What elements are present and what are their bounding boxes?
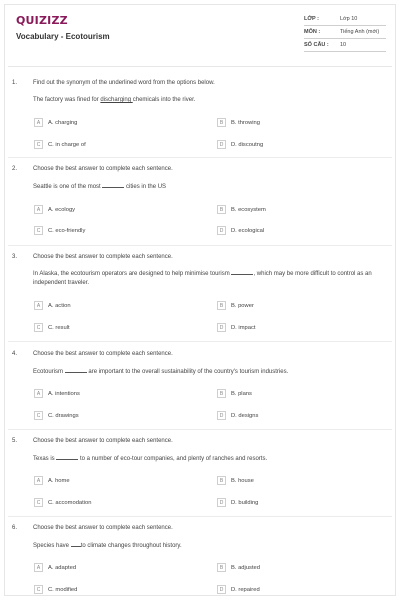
option-letter-box: C xyxy=(34,323,43,332)
option-letter-box: B xyxy=(217,118,226,127)
option-b[interactable] xyxy=(217,205,266,214)
question-prompt: Choose the best answer to complete each sentence. xyxy=(33,351,173,357)
meta-subject-label: MÔN : xyxy=(304,29,321,35)
option-text: D. discoutng xyxy=(231,141,264,148)
meta-count-value: 10 xyxy=(340,42,347,48)
answer-blank xyxy=(231,269,253,275)
option-d[interactable] xyxy=(217,498,258,507)
option-letter-box: A xyxy=(34,476,43,485)
option-text: B. house xyxy=(231,477,254,484)
option-a[interactable] xyxy=(34,205,75,214)
option-letter-box: D xyxy=(217,140,226,149)
option-letter-box: C xyxy=(34,140,43,149)
option-c[interactable] xyxy=(34,226,85,235)
question-sentence xyxy=(33,541,388,551)
meta-subject-value: Tiếng Anh (mới) xyxy=(340,29,380,35)
answer-blank xyxy=(65,367,87,373)
option-text: A. adapted xyxy=(48,564,77,571)
option-text: D. designs xyxy=(231,412,259,419)
option-d[interactable] xyxy=(217,140,263,149)
option-a[interactable] xyxy=(34,476,70,485)
answer-blank xyxy=(102,182,124,188)
option-letter-box: B xyxy=(217,476,226,485)
meta-class-value: Lớp 10 xyxy=(340,16,358,22)
option-letter-box: C xyxy=(34,498,43,507)
option-b[interactable] xyxy=(217,389,252,398)
option-c[interactable] xyxy=(34,498,92,507)
worksheet-title: Vocabulary - Ecotourism xyxy=(16,32,110,41)
question-number: 5. xyxy=(12,438,18,444)
option-letter-box: B xyxy=(217,389,226,398)
option-letter-box: D xyxy=(217,585,226,594)
option-b[interactable] xyxy=(217,118,260,127)
question-sentence xyxy=(33,96,388,105)
option-letter-box: A xyxy=(34,301,43,310)
question-divider xyxy=(8,429,392,430)
meta-subject-row xyxy=(304,26,386,39)
option-text: B. power xyxy=(231,302,254,309)
question-divider xyxy=(8,341,392,342)
option-letter-box: A xyxy=(34,205,43,214)
option-a[interactable] xyxy=(34,301,71,310)
worksheet-meta xyxy=(304,13,386,52)
meta-class-label: LỚP : xyxy=(304,16,319,22)
option-text: A. ecology xyxy=(48,206,76,213)
option-text: C. accomodation xyxy=(48,499,92,506)
option-letter-box: A xyxy=(34,118,43,127)
sentence-part: chemicals into the river. xyxy=(132,97,196,103)
option-c[interactable] xyxy=(34,411,79,420)
question-prompt: Choose the best answer to complete each sentence. xyxy=(33,438,173,444)
question-number: 1. xyxy=(12,80,18,86)
question-sentence xyxy=(33,454,388,464)
option-text: D. impact xyxy=(231,324,256,331)
option-text: D. repaired xyxy=(231,586,260,593)
sentence-part: Seattle is one of the most xyxy=(33,184,103,190)
question-prompt: Choose the best answer to complete each sentence. xyxy=(33,525,173,531)
option-letter-box: A xyxy=(34,563,43,572)
sentence-part: The factory was fined for xyxy=(33,97,101,103)
question-divider xyxy=(8,516,392,517)
option-a[interactable] xyxy=(34,118,77,127)
question-sentence xyxy=(33,269,388,288)
option-c[interactable] xyxy=(34,323,70,332)
page-frame xyxy=(4,4,396,596)
underlined-word: discharging xyxy=(100,97,133,103)
option-letter-box: A xyxy=(34,389,43,398)
meta-count-label: SỐ CÂU : xyxy=(304,42,329,48)
sentence-part: cities in the US xyxy=(124,184,167,190)
option-d[interactable] xyxy=(217,411,258,420)
option-c[interactable] xyxy=(34,140,86,149)
option-text: C. eco-friendly xyxy=(48,227,86,234)
sentence-part: Texas is xyxy=(33,456,57,462)
option-letter-box: D xyxy=(217,498,226,507)
option-text: B. adjusted xyxy=(231,564,261,571)
sentence-part: are important to the overall sustainability of the country's tourism industries. xyxy=(86,369,289,375)
question-number: 6. xyxy=(12,525,18,531)
sentence-part: Species have xyxy=(33,543,71,549)
option-a[interactable] xyxy=(34,389,80,398)
question-divider xyxy=(8,245,392,246)
question-prompt: Find out the synonym of the underlined word from the options below. xyxy=(33,80,215,86)
sentence-part: In Alaska, the ecotourism operators are designed to help minimise tourism xyxy=(33,271,232,277)
header-divider xyxy=(8,66,392,67)
option-text: B. throwing xyxy=(231,119,260,126)
meta-count-row xyxy=(304,39,386,52)
option-text: B. plans xyxy=(231,390,252,397)
question-number: 4. xyxy=(12,351,18,357)
option-letter-box: B xyxy=(217,205,226,214)
option-text: A. action xyxy=(48,302,71,309)
sentence-part: to a number of eco-tour companies, and plenty of ranches and resorts. xyxy=(78,456,268,462)
quizizz-logo: QUIZIZZ xyxy=(16,14,68,27)
option-d[interactable] xyxy=(217,585,260,594)
sentence-part: to climate changes throughout history. xyxy=(80,543,182,549)
option-text: C. drawings xyxy=(48,412,79,419)
option-letter-box: D xyxy=(217,226,226,235)
option-letter-box: C xyxy=(34,411,43,420)
option-text: C. modified xyxy=(48,586,78,593)
option-c[interactable] xyxy=(34,585,77,594)
question-divider xyxy=(8,157,392,158)
option-letter-box: D xyxy=(217,323,226,332)
option-d[interactable] xyxy=(217,323,255,332)
question-sentence xyxy=(33,182,388,192)
option-text: B. ecosystem xyxy=(231,206,266,213)
option-text: A. intentions xyxy=(48,390,80,397)
option-letter-box: B xyxy=(217,301,226,310)
option-letter-box: D xyxy=(217,411,226,420)
option-d[interactable] xyxy=(217,226,264,235)
option-text: C. in charge of xyxy=(48,141,86,148)
option-text: C. result xyxy=(48,324,70,331)
option-text: A. charging xyxy=(48,119,78,126)
question-prompt: Choose the best answer to complete each sentence. xyxy=(33,166,173,172)
sentence-part: Ecotourism xyxy=(33,369,65,375)
meta-class-row xyxy=(304,13,386,26)
answer-blank xyxy=(71,541,81,547)
option-letter-box: C xyxy=(34,585,43,594)
option-letter-box: B xyxy=(217,563,226,572)
option-text: D. building xyxy=(231,499,259,506)
option-b[interactable] xyxy=(217,301,254,310)
option-letter-box: C xyxy=(34,226,43,235)
option-b[interactable] xyxy=(217,563,260,572)
question-number: 3. xyxy=(12,254,18,260)
question-sentence xyxy=(33,367,388,377)
option-b[interactable] xyxy=(217,476,254,485)
option-text: A. home xyxy=(48,477,70,484)
question-prompt: Choose the best answer to complete each sentence. xyxy=(33,254,173,260)
option-text: D. ecological xyxy=(231,227,265,234)
sentence-part: , which may be more difficult to control as an independent traveler. xyxy=(33,271,372,286)
answer-blank xyxy=(56,454,78,460)
option-a[interactable] xyxy=(34,563,76,572)
question-number: 2. xyxy=(12,166,18,172)
